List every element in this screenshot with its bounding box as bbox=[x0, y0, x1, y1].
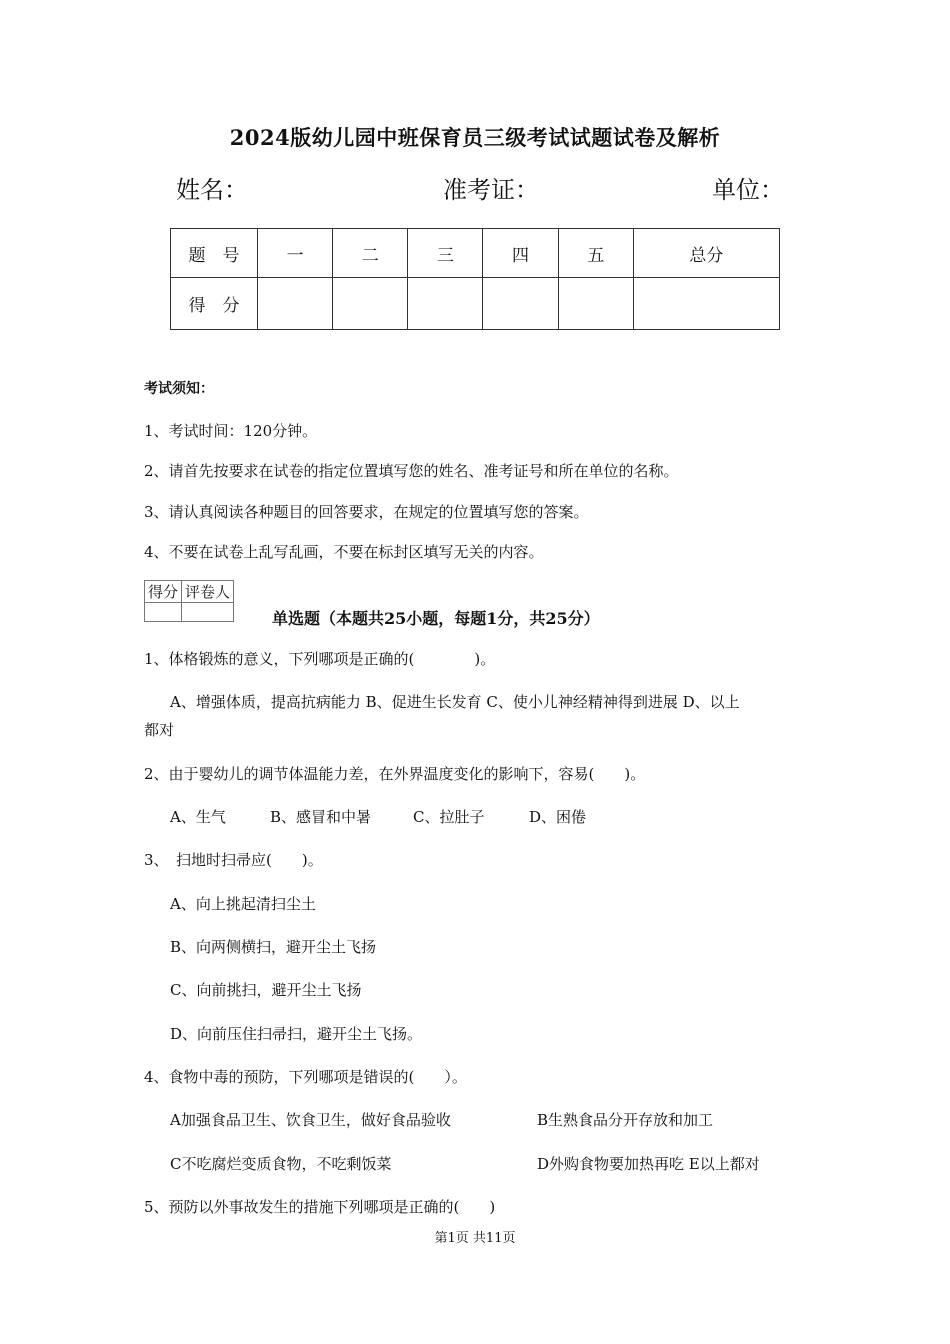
question-4-option-d: D外购食物要加热再吃 E以上都对 bbox=[537, 1155, 760, 1173]
score-entry-cell[interactable] bbox=[408, 278, 483, 330]
instructions-heading: 考试须知： bbox=[144, 381, 214, 397]
question-4-option-a: A加强食品卫生、饮食卫生，做好食品验收 bbox=[170, 1111, 451, 1129]
instruction-item: 3、请认真阅读各种题目的回答要求，在规定的位置填写您的答案。 bbox=[144, 503, 589, 521]
grader-score-cell[interactable] bbox=[145, 603, 182, 622]
score-entry-cell[interactable] bbox=[633, 278, 779, 330]
unit-field-label: 单位： bbox=[712, 176, 784, 204]
grader-name-label: 评卷人 bbox=[182, 581, 234, 603]
score-table-row-label: 得 分 bbox=[171, 278, 258, 330]
score-table-cell: 五 bbox=[558, 229, 633, 278]
score-table-cell: 题 号 bbox=[171, 229, 258, 278]
question-4-option-c: C不吃腐烂变质食物，不吃剩饭菜 bbox=[170, 1155, 392, 1173]
instruction-item: 2、请首先按要求在试卷的指定位置填写您的姓名、准考证号和所在单位的名称。 bbox=[144, 462, 679, 480]
question-1-options-cont: 都对 bbox=[144, 721, 175, 739]
question-3-option-a: A、向上挑起清扫尘土 bbox=[170, 895, 316, 913]
score-table bbox=[170, 228, 780, 330]
score-entry-cell[interactable] bbox=[258, 278, 333, 330]
score-table-cell: 三 bbox=[408, 229, 483, 278]
instruction-item: 1、考试时间：120分钟。 bbox=[144, 422, 318, 440]
question-3-option-c: C、向前挑扫，避开尘土飞扬 bbox=[170, 981, 362, 999]
score-entry-cell[interactable] bbox=[558, 278, 633, 330]
question-3-option-b: B、向两侧横扫，避开尘土飞扬 bbox=[170, 938, 377, 956]
score-table-score-row bbox=[171, 278, 780, 330]
score-table-cell: 二 bbox=[333, 229, 408, 278]
grader-box bbox=[144, 580, 234, 622]
name-field-label: 姓名： bbox=[176, 176, 248, 204]
section-title: 单选题（本题共25小题，每题1分，共25分） bbox=[272, 609, 600, 628]
question-4-stem: 4、食物中毒的预防，下列哪项是错误的( ）。 bbox=[144, 1068, 467, 1086]
question-4-option-b: B生熟食品分开存放和加工 bbox=[537, 1111, 714, 1129]
question-2-option-a: A、生气 bbox=[170, 808, 226, 826]
grader-score-label: 得分 bbox=[145, 581, 182, 603]
question-3-option-d: D、向前压住扫帚扫，避开尘土飞扬。 bbox=[170, 1025, 423, 1043]
score-table-cell: 四 bbox=[483, 229, 558, 278]
score-entry-cell[interactable] bbox=[333, 278, 408, 330]
score-table-cell: 一 bbox=[258, 229, 333, 278]
question-3-stem: 3、 扫地时扫帚应( )。 bbox=[144, 851, 323, 869]
instruction-item: 4、不要在试卷上乱写乱画，不要在标封区填写无关的内容。 bbox=[144, 543, 544, 561]
page-footer: 第1页 共11页 bbox=[434, 1231, 516, 1246]
score-entry-cell[interactable] bbox=[483, 278, 558, 330]
question-2-option-c: C、拉肚子 bbox=[413, 808, 485, 826]
score-table-cell: 总分 bbox=[633, 229, 779, 278]
document-title: 2024版幼儿园中班保育员三级考试试题试卷及解析 bbox=[229, 125, 721, 150]
question-2-option-b: B、感冒和中暑 bbox=[270, 808, 372, 826]
question-1-stem: 1、体格锻炼的意义，下列哪项是正确的( )。 bbox=[144, 650, 496, 668]
grader-name-cell[interactable] bbox=[182, 603, 234, 622]
question-1-options: A、增强体质，提高抗病能力 B、促进生长发育 C、使小儿神经精神得到进展 D、以上 bbox=[170, 693, 740, 711]
exam-id-field-label: 准考证： bbox=[443, 176, 539, 204]
question-2-stem: 2、由于婴幼儿的调节体温能力差，在外界温度变化的影响下，容易( )。 bbox=[144, 765, 646, 783]
question-5-stem: 5、预防以外事故发生的措施下列哪项是正确的( ) bbox=[144, 1198, 496, 1216]
question-2-option-d: D、困倦 bbox=[529, 808, 587, 826]
score-table-header-row bbox=[171, 229, 780, 278]
